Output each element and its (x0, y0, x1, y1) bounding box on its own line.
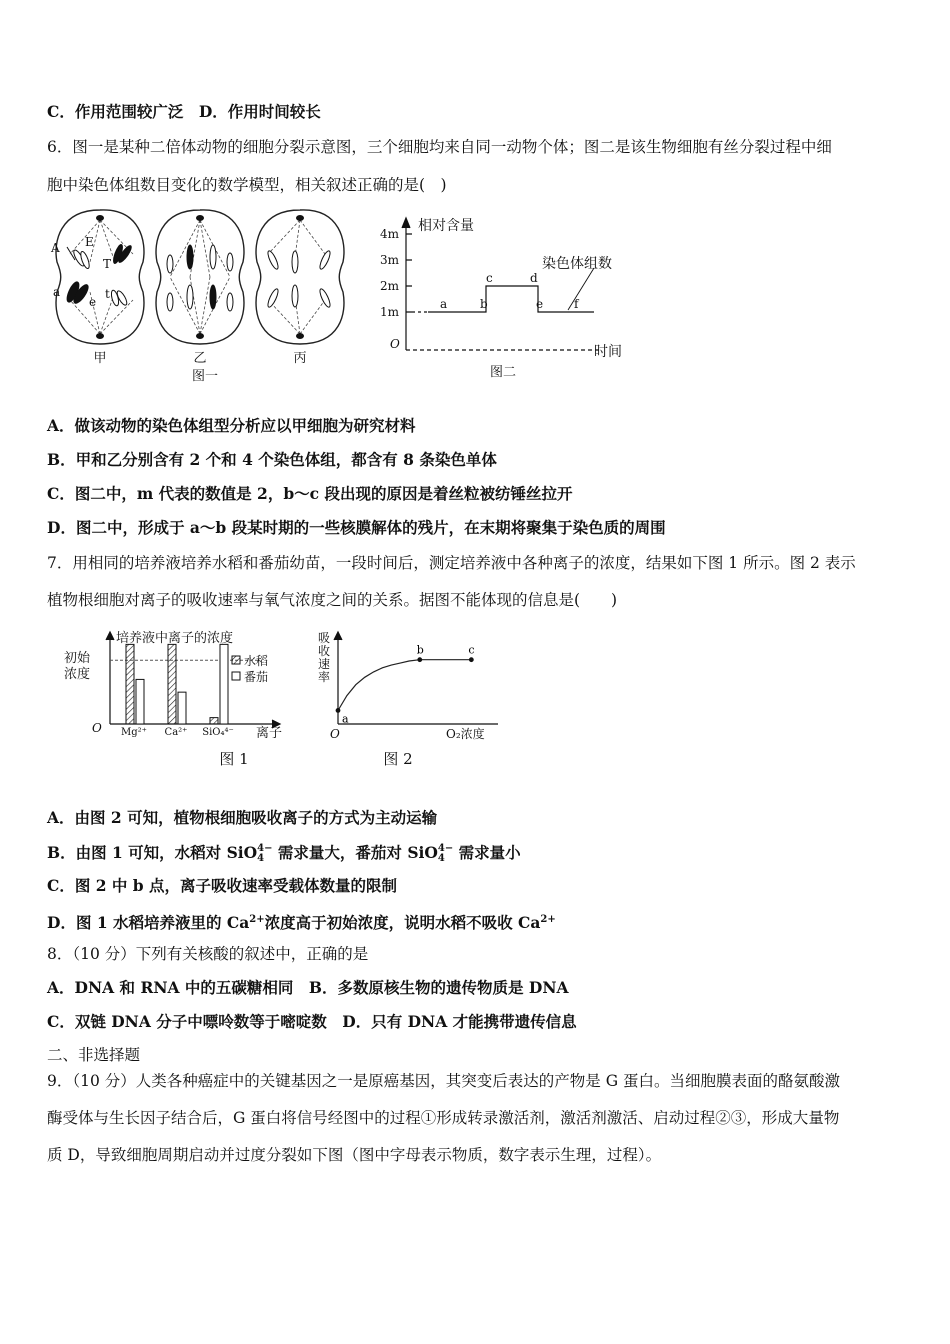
q8-options-ab: A．DNA 和 RNA 中的五碳糖相同 B．多数原核生物的遗传物质是 DNA (47, 978, 569, 997)
q6-option-c: C．图二中，m 代表的数值是 2，b～c 段出现的原因是着丝粒被纺锤丝拉开 (47, 484, 573, 503)
bar-番茄-2 (220, 644, 228, 724)
curve-y-label-3: 速 (318, 657, 331, 671)
q7-stem-2: 植物根细胞对离子的吸收速率与氧气浓度之间的关系。据图不能体现的信息是( ) (47, 591, 618, 609)
cell-label-bing: 丙 (293, 351, 307, 366)
x-axis-label: 时间 (594, 344, 622, 360)
point-b: b (480, 297, 488, 311)
q9-stem-1: 9．（10 分）人类各种癌症中的关键基因之一是原癌基因，其突变后表达的产物是 G 蛋白。当细胞膜表面的酪氨酸激 (47, 1072, 841, 1090)
legend-swatch-rice (232, 656, 240, 664)
cell-yi-membrane (156, 210, 244, 344)
curve-point-label-a: a (342, 712, 349, 726)
legend-swatch-tomato (232, 672, 240, 680)
chart-fig1 (60, 628, 290, 774)
figure-two-caption: 图二 (490, 365, 517, 380)
legend-tomato: 番茄 (244, 670, 269, 684)
point-c: c (486, 271, 493, 285)
curve-point-b (417, 657, 422, 662)
curve-y-label-2: 收 (318, 644, 331, 658)
label-T: T (103, 257, 112, 271)
label-E: E (85, 235, 94, 249)
q6-option-b: B．甲和乙分别含有 2 个和 4 个染色体组，都含有 8 条染色单体 (47, 450, 497, 469)
q6-option-d: D．图二中，形成于 a～b 段某时期的一些核膜解体的残片，在末期将聚集于染色质的周围 (47, 518, 666, 537)
point-d: d (530, 271, 538, 285)
bar-水稻-1 (168, 644, 176, 724)
q6-stem-1: 6．图一是某种二倍体动物的细胞分裂示意图，三个细胞均来自同一动物个体；图二是该生物细胞有丝分裂过程中细 (47, 138, 832, 156)
cell-bing-membrane (256, 210, 344, 344)
bar-y-label-1: 初始 (64, 651, 91, 666)
bar-番茄-1 (178, 692, 186, 724)
bar-chart-title: 培养液中离子的浓度 (116, 631, 234, 646)
label-e: e (89, 295, 97, 309)
curve-x-label: O₂浓度 (446, 727, 485, 741)
curve-point-label-c: c (468, 643, 475, 657)
curve-point-c (469, 657, 474, 662)
cell-label-yi: 乙 (193, 351, 207, 366)
bar-番茄-0 (136, 679, 144, 724)
ytick-1m: 1m (380, 305, 400, 319)
curve-chart-caption: 图 2 (383, 750, 413, 768)
q7-option-d: D．图 1 水稻培养液里的 $Ca^{2+}$浓度高于初始浓度，说明水稻不吸收 $Ca^{2+}$ (47, 913, 556, 933)
q8-stem: 8．（10 分）下列有关核酸的叙述中，正确的是 (47, 945, 369, 963)
bar-category-label: Mg²⁺ (121, 727, 147, 738)
figure-one-caption: 图一 (191, 369, 219, 384)
bar-水稻-0 (126, 644, 134, 724)
section-two-heading: 二、非选择题 (47, 1046, 141, 1064)
label-t: t (105, 287, 110, 301)
cell-jia-membrane (56, 210, 144, 344)
bar-origin: O (92, 721, 102, 735)
bar-y-label-2: 浓度 (64, 667, 91, 682)
q7-stem-1: 7．用相同的培养液培养水稻和番茄幼苗，一段时间后，测定培养液中各种离子的浓度，结果如下图 1 所示。图 2 表示 (47, 554, 856, 572)
curve-point-a (336, 708, 341, 713)
bar-category-label: Ca²⁺ (164, 727, 188, 738)
figure-two (378, 210, 638, 385)
label-A: A (51, 241, 60, 255)
origin-label: O (390, 337, 400, 351)
q5-options-cd: C．作用范围较广泛 D．作用时间较长 (47, 102, 321, 121)
ytick-4m: 4m (380, 227, 400, 241)
label-a: a (53, 285, 61, 299)
curve-y-label-4: 率 (318, 670, 331, 684)
bar-category-label: SiO₄⁴⁻ (202, 727, 234, 738)
point-e: e (536, 297, 544, 311)
q7-option-c: C．图 2 中 b 点，离子吸收速率受载体数量的限制 (47, 876, 398, 895)
cell-label-jia: 甲 (93, 351, 107, 366)
point-a: a (440, 297, 448, 311)
q6-option-a: A．做该动物的染色体组型分析应以甲细胞为研究材料 (47, 416, 416, 435)
ytick-2m: 2m (380, 279, 400, 293)
chart-fig2 (308, 628, 508, 774)
q6-stem-2: 胞中染色体组数目变化的数学模型，相关叙述正确的是( ) (47, 176, 447, 194)
q9-stem-3: 质 D，导致细胞周期启动并过度分裂如下图（图中字母表示物质，数字表示生理，过程）。 (47, 1146, 662, 1164)
q7-option-a: A．由图 2 可知，植物根细胞吸收离子的方式为主动运输 (47, 808, 438, 827)
bar-x-label: 离子 (256, 726, 283, 741)
point-f: f (574, 297, 579, 311)
q9-stem-2: 酶受体与生长因子结合后，G 蛋白将信号经图中的过程①形成转录激活剂，激活剂激活、启动过程②③，形成大量物 (47, 1109, 840, 1127)
q7-option-b: B．由图 1 可知，水稻对 SiO 4− 4 需求量大，番茄对 SiO 4− 4 需求量小 (47, 843, 521, 864)
bar-水稻-2 (210, 718, 218, 724)
curve-point-label-b: b (416, 643, 424, 657)
q8-options-cd: C．双链 DNA 分子中嘌呤数等于嘧啶数 D．只有 DNA 才能携带遗传信息 (47, 1012, 577, 1031)
absorption-rate-curve (338, 660, 471, 711)
y-axis-label: 相对含量 (418, 218, 474, 234)
bar-chart-caption: 图 1 (219, 750, 249, 768)
ytick-3m: 3m (380, 253, 400, 267)
legend-rice: 水稻 (244, 654, 269, 668)
curve-origin: O (330, 727, 340, 741)
curve-y-label-1: 吸 (318, 631, 331, 645)
figure-one (45, 202, 365, 392)
series-label: 染色体组数 (542, 256, 612, 272)
